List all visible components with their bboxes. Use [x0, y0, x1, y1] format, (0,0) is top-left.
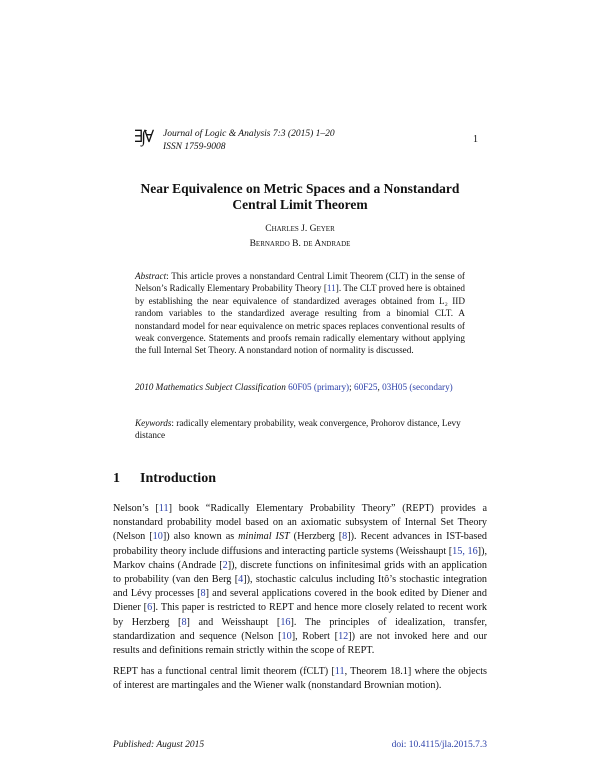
citation-link[interactable]: 6	[147, 602, 153, 614]
paragraph-1	[113, 502, 487, 658]
text: (Herzberg [	[289, 531, 343, 543]
msc-label: 2010 Mathematics Subject Classification	[135, 382, 286, 392]
abstract-text-2: ]. The CLT proved here is obtained by establishing the near equivalence of standardized averages obtained from L₂ IID random variables to the standardized average resulting from a binomial CLT. A nonstandard model for near equivalence on metric spaces replaces conventional results of weak convergence. Statements and proofs remain radically elementary without applying the full Internal Set Theory. A nonstandard notion of normality is discussed.	[135, 283, 465, 356]
paragraph-2	[113, 665, 487, 693]
citation-link[interactable]: 8	[200, 588, 206, 600]
citation-link[interactable]: 11	[158, 503, 169, 514]
keywords	[135, 417, 465, 442]
msc-classification	[135, 381, 465, 393]
author-list	[120, 222, 480, 252]
emphasis-text: minimal IST	[238, 531, 290, 543]
doi-link[interactable]: doi: 10.4115/jla.2015.7.3	[391, 740, 487, 750]
text: REPT has a functional central limit theorem (fCLT) [	[113, 666, 335, 677]
title-line-2: Central Limit Theorem	[232, 197, 368, 212]
msc-link-3[interactable]: 03H05 (secondary)	[382, 382, 453, 392]
journal-logo: ∃∫∀	[134, 127, 153, 146]
section-number: 1	[113, 471, 120, 486]
text: ], Robert [	[291, 630, 339, 642]
journal-issn: ISSN 1759-9008	[163, 141, 226, 152]
abstract-label: Abstract	[135, 271, 167, 281]
text: ] and several applications covered in the book edited by Diener and Diener [	[113, 588, 487, 614]
citation-link[interactable]: 2	[222, 559, 228, 571]
title-line-1: Near Equivalence on Metric Spaces and a Nonstandard	[140, 181, 460, 196]
abstract	[135, 270, 465, 357]
text: , Theorem 18.1] where the objects of interest are martingales and the Wiener walk (nonstandard Brownian motion).	[113, 666, 488, 692]
text: ]), Markov chains (Andrade [	[113, 545, 488, 571]
author-1: Charles J. Geyer	[265, 224, 335, 234]
paper-title	[120, 181, 480, 213]
section-heading	[113, 471, 216, 487]
citation-link[interactable]: 10	[152, 531, 163, 543]
journal-header	[163, 128, 335, 153]
text: ]), stochastic calculus including Itô’s stochastic integration and Lévy processes [	[113, 574, 488, 600]
text: ]) also known as	[162, 531, 239, 543]
msc-sep-1: ;	[349, 382, 354, 392]
author-2: Bernardo B. de Andrade	[249, 239, 351, 249]
msc-sep-2: ,	[377, 382, 383, 392]
citation-link[interactable]: 12	[338, 630, 349, 642]
citation-link[interactable]: 8	[342, 531, 348, 543]
text: ] book “Radically Elementary Probability Theory” (REPT) provides a nonstandard probability model based on an axiomatic subsystem of Internal Set Theory (Nelson [	[113, 503, 487, 543]
text: ] and Weisshaupt [	[186, 616, 281, 628]
text: ]. The principles of idealization, transfer, standardization and sequence (Nelson [	[113, 616, 487, 642]
published-date: Published: August 2015	[113, 740, 205, 750]
journal-citation: Journal of Logic & Analysis 7:3 (2015) 1–20	[163, 129, 335, 139]
text: ]) are not invoked here and our results and definitions remain strictly within the scope of REPT.	[113, 630, 487, 657]
citation-link[interactable]: 10	[281, 630, 292, 642]
page-number: 1	[473, 134, 478, 145]
text: ]), discrete functions on infinitesimal grids with an application to probability (van den Berg [	[113, 559, 487, 586]
section-title: Introduction	[140, 471, 216, 486]
citation-link[interactable]: 4	[238, 574, 244, 586]
keywords-label: Keywords	[135, 418, 172, 428]
text: ]). Recent advances in IST-based probability theory include diffusions and interacting particle systems (Weisshaupt [	[113, 531, 487, 557]
citation-link[interactable]: 11	[326, 283, 336, 294]
msc-link-2[interactable]: 60F25	[353, 382, 378, 392]
citation-link[interactable]: 8	[181, 616, 187, 628]
abstract-text-1: : This article proves a nonstandard Central Limit Theorem (CLT) in the sense of Nelson’s Radically Elementary Probability Theory [	[135, 271, 465, 294]
msc-link-1[interactable]: 60F05 (primary)	[288, 382, 350, 392]
citation-link[interactable]: 16	[280, 616, 291, 628]
keywords-text: : radically elementary probability, weak convergence, Prohorov distance, Levy distance	[135, 418, 461, 441]
text: ]. This paper is restricted to REPT and hence more closely related to recent work by Herzberg [	[113, 602, 487, 628]
text: Nelson’s [	[113, 503, 159, 514]
citation-link[interactable]: 11	[334, 666, 345, 677]
citation-link[interactable]: 15, 16	[452, 545, 478, 557]
